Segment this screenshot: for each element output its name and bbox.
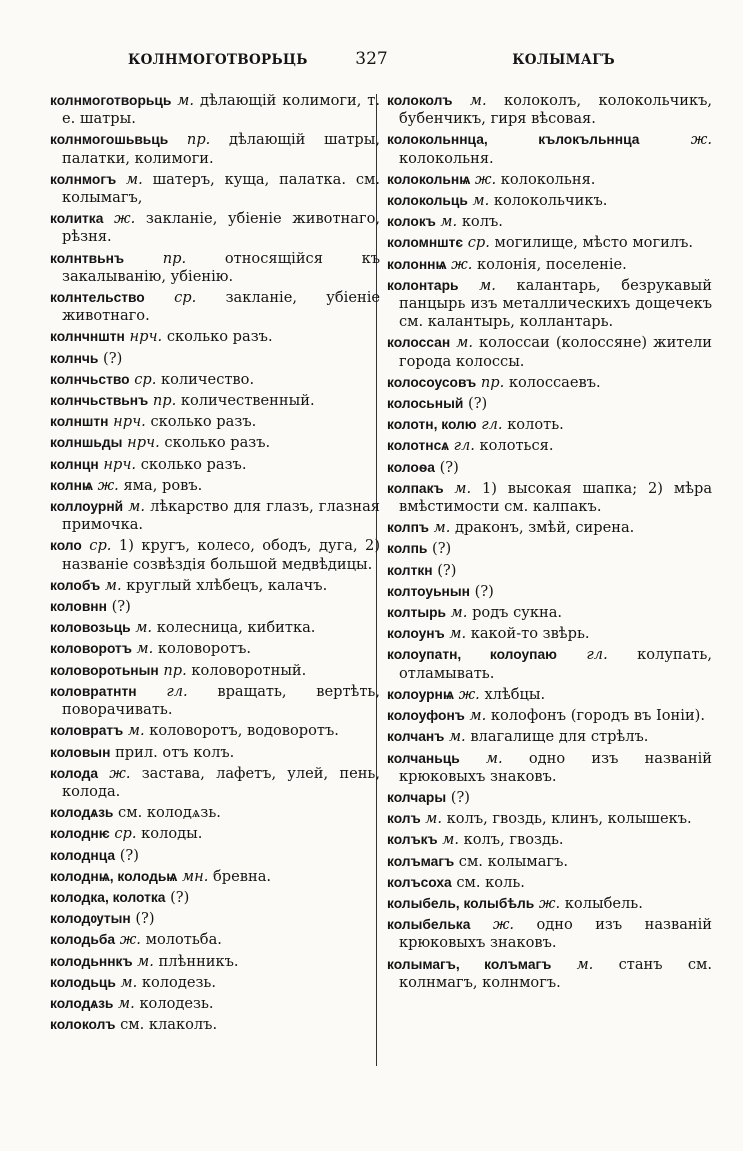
- dictionary-entry: [50, 328, 380, 346]
- entry-grammar: м.: [425, 810, 443, 828]
- entry-definition: (?): [170, 888, 190, 906]
- entry-grammar: м.: [442, 831, 459, 849]
- entry-definition: колоть.: [507, 416, 564, 434]
- entry-definition: см. коль.: [456, 873, 525, 891]
- entry-headword: колтырь: [387, 605, 447, 621]
- entry-definition: одно изъ названій крюковыхъ знаковъ.: [399, 916, 713, 952]
- entry-headword: колоннѩ: [387, 256, 447, 272]
- dictionary-entry: [387, 92, 712, 128]
- entry-headword: колоднѥ: [50, 826, 110, 842]
- dictionary-entry: [387, 895, 712, 913]
- entry-definition: станъ см. колнмагъ, колнмогъ.: [399, 955, 713, 991]
- dictionary-entry: [387, 562, 712, 580]
- entry-definition: (?): [119, 846, 139, 864]
- running-header: [0, 49, 743, 78]
- entry-headword: колоунъ: [387, 626, 445, 642]
- entry-grammar: м.: [485, 749, 503, 767]
- entry-headword: колоколъ: [50, 1017, 116, 1033]
- dictionary-entry: [387, 334, 712, 370]
- dictionary-entry: [50, 350, 380, 368]
- entry-headword: колодьць: [50, 974, 116, 990]
- entry-headword: колодьннкъ: [50, 953, 133, 969]
- entry-grammar: гл.: [453, 437, 475, 455]
- dictionary-entry: [387, 916, 712, 952]
- entry-definition: какой-то звѣрь.: [470, 625, 590, 643]
- entry-headword: колпакъ: [387, 480, 444, 496]
- entry-definition: (?): [439, 458, 459, 476]
- dictionary-entry: [50, 974, 380, 992]
- dictionary-entry: [387, 416, 712, 434]
- entry-definition: (?): [111, 598, 131, 616]
- entry-grammar: м.: [135, 619, 153, 637]
- entry-headword: колоуфонъ: [387, 708, 465, 724]
- entry-headword: колотнсѧ: [387, 438, 449, 454]
- dictionary-entry: [387, 131, 712, 167]
- entry-definition: колъ, гвоздь, клинъ, колышекъ.: [446, 810, 692, 828]
- entry-definition: 1) кругъ, колесо, ободъ, дуга, 2) названіе созвѣздія большой медвѣдицы.: [62, 537, 381, 573]
- entry-headword: колчанъ: [387, 729, 445, 745]
- entry-headword: колодка, колотка: [50, 889, 166, 905]
- dictionary-entry: [50, 995, 380, 1013]
- dictionary-entry: [387, 831, 712, 849]
- entry-headword: колокольць: [387, 193, 468, 209]
- entry-headword: колнчьство: [50, 371, 130, 387]
- dictionary-entry: [50, 577, 380, 595]
- entry-grammar: м.: [449, 625, 467, 643]
- entry-definition: см. клаколъ.: [120, 1016, 218, 1034]
- dictionary-entry: [387, 374, 712, 392]
- dictionary-entry: [50, 683, 380, 719]
- entry-grammar: м.: [448, 728, 466, 746]
- entry-definition: дѣлающій колимоги, т. е. шатры.: [62, 92, 380, 128]
- dictionary-entry: [50, 847, 380, 865]
- entry-definition: колоться.: [479, 437, 554, 455]
- entry-definition: могилище, мѣсто могилъ.: [494, 234, 694, 252]
- entry-grammar: м.: [177, 92, 195, 109]
- entry-definition: колонія, поселеніе.: [477, 255, 627, 273]
- entry-definition: колокольня.: [500, 170, 596, 188]
- dictionary-entry: [387, 707, 712, 725]
- entry-grammar: нрч.: [127, 434, 160, 452]
- entry-grammar: м.: [450, 604, 468, 622]
- entry-grammar: м.: [469, 707, 487, 725]
- entry-grammar: мн.: [182, 867, 209, 885]
- dictionary-entry: [387, 519, 712, 537]
- dictionary-entry: [50, 171, 380, 207]
- dictionary-entry: [50, 722, 380, 740]
- running-head-right: КОЛЫМАГЪ: [512, 52, 615, 68]
- entry-headword: колтоуьнын: [387, 583, 470, 599]
- entry-headword: коломнштє: [387, 235, 464, 251]
- dictionary-entry: [50, 498, 380, 534]
- entry-headword: колокъ: [387, 214, 436, 230]
- entry-headword: колымагъ, колъмагъ: [387, 956, 552, 972]
- dictionary-entry: [50, 250, 380, 286]
- dictionary-entry: [387, 956, 712, 992]
- entry-definition: колодезь.: [139, 994, 214, 1012]
- entry-headword: колодѹтын: [50, 911, 131, 927]
- entry-headword: колъсоха: [387, 874, 452, 890]
- entry-grammar: ж.: [119, 931, 141, 949]
- entry-grammar: ж.: [690, 131, 713, 149]
- entry-headword: колнчь: [50, 350, 99, 366]
- dictionary-entry: [50, 1016, 380, 1034]
- dictionary-entry: [50, 210, 380, 246]
- entry-definition: см. колодѧзь.: [118, 804, 221, 822]
- dictionary-entry: [387, 171, 712, 189]
- entry-headword: коловоротъ: [50, 641, 132, 657]
- dictionary-entry: [387, 256, 712, 274]
- entry-grammar: ср.: [174, 289, 197, 307]
- dictionary-entry: [387, 234, 712, 252]
- entry-grammar: м.: [456, 334, 473, 352]
- entry-headword: колнтельство: [50, 290, 145, 306]
- entry-grammar: пр.: [162, 249, 187, 267]
- dictionary-entry: [50, 804, 380, 822]
- left-column: [50, 92, 380, 1037]
- entry-headword: колобъ: [50, 577, 101, 593]
- entry-definition: относящійся къ закалыванію, убіенію.: [62, 249, 381, 285]
- entry-grammar: м.: [576, 955, 594, 973]
- dictionary-entry: [50, 825, 380, 843]
- entry-grammar: м.: [118, 994, 135, 1012]
- entry-headword: коловратъ: [50, 723, 124, 739]
- entry-definition: (?): [432, 540, 452, 558]
- entry-headword: колншьды: [50, 435, 123, 451]
- entry-definition: молотьба.: [145, 931, 222, 949]
- dictionary-entry: [387, 437, 712, 455]
- dictionary-entry: [50, 537, 380, 573]
- entry-definition: круглый хлѣбецъ, калачъ.: [126, 576, 328, 594]
- dictionary-entry: [387, 192, 712, 210]
- entry-grammar: м.: [433, 519, 451, 537]
- entry-grammar: пр.: [186, 131, 211, 149]
- dictionary-entry: [387, 686, 712, 704]
- entry-definition: коловоротъ, водоворотъ.: [149, 722, 339, 740]
- entry-headword: колнчнштн: [50, 329, 125, 345]
- entry-headword: коловнн: [50, 599, 107, 615]
- entry-grammar: гл.: [166, 682, 188, 700]
- entry-headword: колнѩ: [50, 477, 93, 493]
- entry-grammar: м.: [126, 170, 143, 188]
- entry-definition: колодезь.: [141, 973, 217, 991]
- entry-headword: колодѧзь: [50, 805, 114, 821]
- entry-definition: количество.: [161, 370, 255, 388]
- entry-grammar: м.: [469, 92, 487, 109]
- entry-definition: яма, ровъ.: [123, 476, 203, 494]
- entry-definition: хлѣбцы.: [484, 685, 546, 703]
- entry-headword: колчаньць: [387, 750, 460, 766]
- entry-definition: плѣнникъ.: [158, 952, 239, 970]
- entry-grammar: м.: [128, 498, 145, 516]
- dictionary-entry: [50, 868, 380, 886]
- entry-headword: колоколъ: [387, 93, 453, 108]
- entry-definition: закланіе, убіеніе животнаго, рѣзня.: [62, 210, 381, 246]
- entry-definition: колесница, кибитка.: [156, 619, 316, 637]
- dictionary-entry: [387, 604, 712, 622]
- entry-definition: колокольня.: [399, 149, 494, 167]
- dictionary-entry: [387, 395, 712, 413]
- dictionary-entry: [50, 92, 380, 128]
- dictionary-entry: [387, 459, 712, 477]
- dictionary-entry: [50, 889, 380, 907]
- entry-headword: колпь: [387, 541, 428, 557]
- dictionary-entry: [50, 371, 380, 389]
- entry-headword: колткн: [387, 562, 433, 578]
- entry-headword: колчары: [387, 789, 447, 805]
- dictionary-entry: [387, 277, 712, 332]
- entry-headword: колъмагъ: [387, 853, 455, 869]
- entry-headword: колнмогъ: [50, 171, 117, 187]
- entry-headword: колнцн: [50, 456, 99, 472]
- entry-grammar: пр.: [480, 373, 505, 391]
- dictionary-entry: [50, 434, 380, 452]
- entry-definition: родъ сукна.: [472, 604, 563, 622]
- entry-grammar: нрч.: [113, 413, 146, 431]
- dictionary-entry: [50, 619, 380, 637]
- entry-grammar: гл.: [586, 646, 608, 664]
- entry-headword: колыбелька: [387, 917, 471, 933]
- entry-grammar: ж.: [492, 916, 515, 934]
- entry-definition: колоколъ, колокольчикъ, бубенчикъ, гиря вѣсовая.: [399, 92, 712, 128]
- page-number: 327: [355, 49, 388, 69]
- entry-grammar: ж.: [114, 210, 136, 228]
- entry-definition: шатеръ, куща, палатка. см. колымагъ,: [62, 170, 381, 207]
- dictionary-entry: [50, 953, 380, 971]
- dictionary-entry: [387, 583, 712, 601]
- entry-definition: сколько разъ.: [150, 413, 257, 431]
- entry-definition: калантарь, безрукавый панцырь изъ металлическихъ дощечекъ см. калантырь, коллантарь.: [399, 276, 712, 331]
- dictionary-entry: [50, 289, 380, 325]
- dictionary-entry: [387, 853, 712, 871]
- entry-definition: сколько разъ.: [140, 455, 247, 473]
- dictionary-entry: [387, 625, 712, 643]
- entry-grammar: ж.: [97, 476, 119, 494]
- entry-grammar: м.: [472, 192, 490, 210]
- entry-grammar: м.: [440, 213, 458, 231]
- entry-grammar: м.: [120, 973, 138, 991]
- entry-headword: колотн, колю: [387, 417, 477, 433]
- entry-definition: колыбель.: [564, 894, 643, 912]
- entry-headword: колосьный: [387, 396, 464, 412]
- entry-grammar: гл.: [481, 416, 503, 434]
- entry-headword: колода: [50, 765, 99, 781]
- dictionary-entry: [50, 131, 380, 167]
- entry-definition: (?): [135, 910, 155, 928]
- entry-grammar: м.: [454, 479, 472, 497]
- entry-grammar: м.: [127, 722, 145, 740]
- entry-headword: колнмогошьвьць: [50, 132, 169, 148]
- entry-definition: вращать, вертѣть, поворачивать.: [62, 682, 381, 719]
- entry-definition: закланіе, убіеніе животнаго.: [62, 289, 381, 325]
- dictionary-entry: [387, 789, 712, 807]
- entry-definition: коловоротъ.: [157, 640, 251, 658]
- entry-definition: (?): [103, 349, 123, 367]
- entry-headword: колокольннца, кълокъльннца: [387, 132, 640, 148]
- entry-headword: колоѳа: [387, 459, 435, 475]
- entry-grammar: ж.: [474, 170, 497, 188]
- entry-definition: колоссаевъ.: [508, 373, 601, 391]
- dictionary-entry: [387, 810, 712, 828]
- dictionary-entry: [50, 662, 380, 680]
- dictionary-entry: [387, 480, 712, 516]
- entry-headword: колонтарь: [387, 277, 459, 293]
- entry-definition: сколько разъ.: [166, 328, 273, 346]
- entry-definition: (?): [474, 582, 494, 600]
- entry-headword: колнтвьнъ: [50, 250, 125, 266]
- entry-grammar: м.: [104, 576, 122, 594]
- entry-headword: колпъ: [387, 520, 429, 536]
- entry-headword: колнчьствьнъ: [50, 393, 149, 409]
- entry-definition: драконъ, змѣй, сирена.: [455, 519, 635, 537]
- entry-grammar: нрч.: [103, 455, 137, 473]
- entry-grammar: ср.: [467, 234, 490, 252]
- dictionary-entry: [50, 744, 380, 762]
- dictionary-entry: [387, 750, 712, 786]
- entry-grammar: м.: [479, 276, 496, 294]
- entry-definition: коловоротный.: [191, 661, 307, 679]
- dictionary-entry: [50, 477, 380, 495]
- dictionary-entry: [50, 598, 380, 616]
- entry-headword: колоднца: [50, 847, 116, 863]
- entry-definition: застава, лафетъ, улей, пень, колода.: [62, 764, 381, 800]
- entry-headword: колосоусовъ: [387, 374, 477, 390]
- right-column: [387, 92, 712, 995]
- entry-definition: (?): [450, 788, 470, 806]
- entry-definition: лѣкарство для глазъ, глазная примочка.: [62, 498, 381, 534]
- entry-headword: колъ: [387, 811, 421, 827]
- entry-definition: колоссаи (колоссяне) жители города колоссы.: [399, 334, 713, 370]
- dictionary-entry: [50, 765, 380, 801]
- entry-grammar: ж.: [109, 764, 131, 782]
- entry-definition: количественный.: [180, 392, 315, 410]
- entry-definition: сколько разъ.: [164, 434, 271, 452]
- entry-grammar: пр.: [152, 392, 177, 410]
- dictionary-entry: [50, 910, 380, 928]
- entry-definition: колъ, гвоздь.: [463, 831, 564, 849]
- entry-definition: колокольчикъ.: [493, 192, 608, 210]
- dictionary-entry: [387, 728, 712, 746]
- dictionary-entry: [387, 540, 712, 558]
- entry-definition: колупать, отламывать.: [399, 646, 713, 682]
- entry-headword: колоупатн, колоупаю: [387, 647, 557, 663]
- dictionary-entry: [50, 931, 380, 949]
- running-head-left: КОЛНМОГОТВОРЬЦЬ: [128, 52, 308, 68]
- entry-grammar: ж.: [538, 894, 561, 912]
- entry-grammar: м.: [137, 952, 154, 970]
- entry-headword: колнмоготворьць: [50, 93, 172, 108]
- entry-definition: дѣлающій шатры, палатки, колимоги.: [62, 131, 380, 167]
- entry-headword: коловратнтн: [50, 683, 137, 699]
- entry-grammar: м.: [136, 640, 154, 658]
- entry-definition: влагалище для стрѣлъ.: [470, 728, 649, 746]
- entry-headword: коловын: [50, 744, 111, 760]
- entry-headword: колокольнѩ: [387, 171, 471, 187]
- entry-definition: колофонъ (городъ въ Іоніи).: [490, 707, 706, 725]
- dictionary-entry: [387, 646, 712, 682]
- dictionary-entry: [50, 640, 380, 658]
- entry-headword: колнштн: [50, 414, 109, 430]
- entry-headword: колоссан: [387, 335, 451, 351]
- entry-headword: коло: [50, 538, 82, 554]
- entry-grammar: ср.: [134, 370, 157, 388]
- entry-grammar: нрч.: [129, 328, 163, 346]
- entry-grammar: ср.: [89, 537, 112, 555]
- entry-grammar: ж.: [451, 255, 473, 273]
- dictionary-entry: [50, 392, 380, 410]
- dictionary-entry: [387, 874, 712, 892]
- entry-grammar: пр.: [163, 661, 187, 679]
- entry-headword: колыбель, колыбѣль: [387, 895, 535, 911]
- entry-headword: коловоротьнын: [50, 662, 159, 678]
- dictionary-entry: [50, 456, 380, 474]
- dictionary-entry: [387, 213, 712, 231]
- entry-definition: (?): [468, 395, 488, 413]
- entry-headword: коловозьць: [50, 620, 131, 636]
- entry-headword: колъкъ: [387, 832, 438, 848]
- entry-headword: коллоурнй: [50, 499, 124, 515]
- entry-headword: колодѧзь: [50, 995, 114, 1011]
- entry-headword: колоурнѩ: [387, 686, 454, 702]
- entry-headword: колоднѩ, колодьѩ: [50, 868, 178, 884]
- entry-definition: колъ.: [461, 213, 503, 231]
- entry-grammar: ж.: [458, 685, 480, 703]
- entry-definition: колоды.: [141, 825, 203, 843]
- dictionary-entry: [50, 413, 380, 431]
- entry-definition: одно изъ названій крюковыхъ знаковъ.: [399, 749, 712, 785]
- entry-definition: см. колымагъ.: [458, 852, 568, 870]
- entry-definition: бревна.: [213, 867, 272, 885]
- entry-headword: колитка: [50, 211, 104, 227]
- entry-definition: прил. отъ колъ.: [115, 743, 235, 761]
- entry-grammar: ср.: [114, 825, 137, 843]
- entry-headword: колодьба: [50, 932, 116, 948]
- entry-definition: 1) высокая шапка; 2) мѣра вмѣстимости см. калпакъ.: [399, 479, 713, 516]
- entry-definition: (?): [437, 561, 457, 579]
